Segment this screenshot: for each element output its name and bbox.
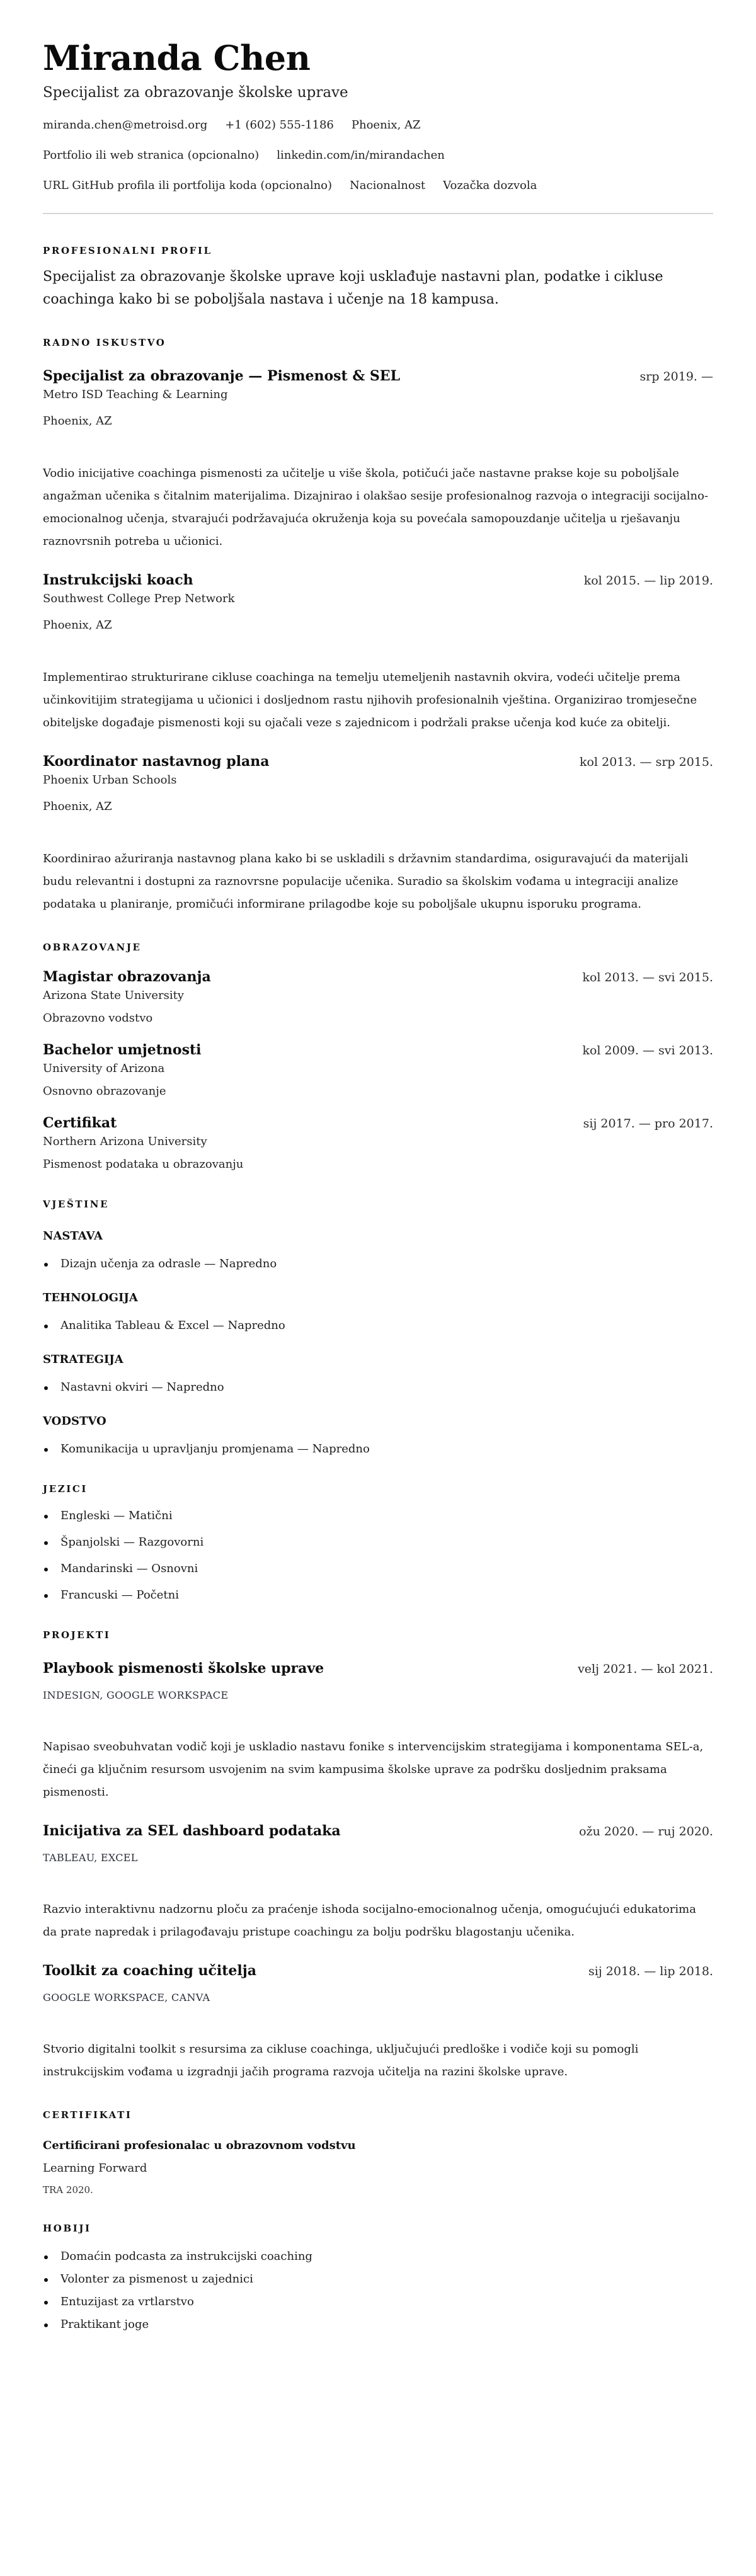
education-entry [43,1114,713,1173]
project-title: Inicijativa za SEL dashboard podataka [43,1823,341,1839]
skill-item [43,1379,713,1396]
contact-row-primary [43,117,713,134]
job-company: Southwest College Prep Network [43,592,235,605]
skill-label: Komunikacija u upravljanju promjenama — Napredno [60,1442,370,1456]
languages-section [43,1483,713,1604]
degree-title: Bachelor umjetnosti [43,1042,202,1058]
job-location: Phoenix, AZ [43,800,112,813]
degree-title: Certifikat [43,1115,117,1131]
language-label: Mandarinski — Osnovni [60,1562,198,1575]
skill-list [43,1379,713,1396]
project-entry [43,1659,713,1804]
project-title: Toolkit za coaching učitelja [43,1963,256,1979]
skill-list [43,1441,713,1457]
skills-section [43,1198,713,1457]
bullet-icon [44,2323,48,2327]
skill-group-title: STRATEGIJA [43,1353,123,1366]
hobby-label: Praktikant joge [60,2318,149,2331]
skill-label: Analitika Tableau & Excel — Napredno [60,1319,285,1332]
hobby-item [43,2317,713,2333]
education-date: sij 2017. — pro 2017. [583,1117,713,1131]
hobbies-section [43,2222,713,2333]
bullet-icon [44,1448,48,1452]
bullet-icon [44,1386,48,1390]
section-title-profile: PROFESIONALNI PROFIL [43,245,212,256]
job-location: Phoenix, AZ [43,414,112,428]
profile-section [43,244,713,311]
experience-entry [43,752,713,916]
candidate-headline: Specijalist za obrazovanje školske uprave [43,84,348,101]
section-title-certificates: CERTIFIKATI [43,2109,132,2121]
skill-item [43,1441,713,1457]
school-name: Arizona State University [43,989,184,1002]
skill-list [43,1318,713,1334]
experience-entry [43,367,713,553]
job-description: Implementirao strukturirane cikluse coachinga na temelju utemeljenih nastavnih okvira, vodeći učitelje prema učinkovitijim strategijama u učionici i dosljednom rastu njihovih profesionalnih vještina. Organizirao tromjesečne obiteljske događaje pismenosti koji su ojačali veze s zajednicom i podržali prakse učenja kod kuće za obitelji. [43,671,697,729]
header-divider [43,213,713,214]
section-title-experience: RADNO ISKUSTVO [43,337,166,348]
project-description: Razvio interaktivnu nadzornu ploču za praćenje ishoda socijalno-emocionalnog učenja, omogućujući edukatorima da prate napredak i prilagođavaju pristupe coachingu za bolju podršku blagostanju učenika. [43,1903,696,1939]
skill-group [43,1290,713,1334]
skill-group [43,1352,713,1396]
contact-drivers-license: Vozačka dozvola [443,179,537,192]
hobby-label: Volonter za pismenost u zajednici [60,2272,253,2286]
job-company: Metro ISD Teaching & Learning [43,388,228,401]
language-item [43,1561,713,1577]
job-date: kol 2015. — lip 2019. [583,574,713,588]
job-title: Instrukcijski koach [43,572,193,588]
skill-label: Dizajn učenja za odrasle — Napredno [60,1257,277,1270]
hobby-item [43,2248,713,2265]
language-list [43,1508,713,1604]
experience-entry [43,571,713,734]
job-company: Phoenix Urban Schools [43,773,177,787]
bullet-icon [44,1325,48,1328]
contact-linkedin[interactable]: linkedin.com/in/mirandachen [277,149,445,162]
contact-email[interactable]: miranda.chen@metroisd.org [43,118,208,132]
language-item [43,1508,713,1524]
job-title: Specijalist za obrazovanje — Pismenost & SEL [43,368,401,384]
project-tools: INDESIGN, GOOGLE WORKSPACE [43,1689,229,1701]
bullet-icon [44,1263,48,1267]
hobby-list [43,2248,713,2333]
project-date: ožu 2020. — ruj 2020. [579,1825,713,1838]
candidate-name: Miranda Chen [43,38,311,78]
language-label: Francuski — Početni [60,1588,179,1602]
hobby-item [43,2294,713,2310]
education-entry [43,967,713,1027]
hobby-item [43,2271,713,2288]
contact-location: Phoenix, AZ [351,118,421,132]
profile-summary: Specijalist za obrazovanje školske uprave koji usklađuje nastavni plan, podatke i cikluse coachinga kako bi se poboljšala nastava i učenje na 18 kampusa. [43,269,663,307]
skill-list [43,1256,713,1272]
language-label: Španjolski — Razgovorni [60,1536,204,1549]
contact-phone[interactable]: +1 (602) 555-1186 [225,118,334,132]
skill-item [43,1256,713,1272]
certificate-date: TRA 2020. [43,2184,93,2196]
section-title-languages: JEZICI [43,1483,88,1495]
education-section [43,941,713,1173]
bullet-icon [44,2301,48,2305]
school-name: Northern Arizona University [43,1135,207,1148]
section-title-hobbies: HOBIJI [43,2223,91,2234]
bullet-icon [44,2278,48,2282]
skill-group [43,1228,713,1272]
contact-row-links [43,147,713,164]
bullet-icon [44,2255,48,2259]
certificates-section [43,2109,713,2197]
bullet-icon [44,1594,48,1598]
skill-group [43,1413,713,1457]
experience-section [43,336,713,916]
projects-section [43,1629,713,2083]
skill-group-title: TEHNOLOGIJA [43,1291,138,1304]
degree-title: Magistar obrazovanja [43,969,211,985]
language-item [43,1534,713,1551]
hobby-label: Entuzijast za vrtlarstvo [60,2295,194,2308]
certificate-name: Certificirani profesionalac u obrazovnom vodstvu [43,2139,356,2152]
project-tools: GOOGLE WORKSPACE, CANVA [43,1992,210,2003]
field-of-study: Osnovno obrazovanje [43,1085,166,1098]
section-title-education: OBRAZOVANJE [43,942,142,953]
skill-group-title: VODSTVO [43,1415,106,1428]
contact-github[interactable]: URL GitHub profila ili portfolija koda (opcionalno) [43,179,333,192]
hobby-label: Domaćin podcasta za instrukcijski coaching [60,2250,312,2263]
language-item [43,1587,713,1604]
field-of-study: Pismenost podataka u obrazovanju [43,1158,244,1171]
bullet-icon [44,1541,48,1545]
job-date: srp 2019. — [639,370,713,384]
project-date: sij 2018. — lip 2018. [588,1964,713,1978]
project-date: velj 2021. — kol 2021. [578,1662,713,1676]
contact-row-extra [43,178,713,194]
contact-portfolio[interactable]: Portfolio ili web stranica (opcionalno) [43,149,260,162]
certificate-entry [43,2138,713,2197]
section-title-projects: PROJEKTI [43,1629,111,1641]
certificate-issuer: Learning Forward [43,2162,147,2175]
project-entry [43,1821,713,1944]
skill-label: Nastavni okviri — Napredno [60,1381,224,1394]
job-description: Vodio inicijative coachinga pismenosti za učitelje u više škola, potičući jače nastavne prakse koje su poboljšale angažman učenika s čitalnim materijalima. Dizajnirao i olakšao sesije profesionalnog razvoja o integraciji socijalno-emocionalnog učenja, stvarajući podržavajuća okruženja koja su povećala samopouzdanje učitelja u rješavanju raznovrsnih potreba u učionici. [43,467,709,548]
job-title: Koordinator nastavnog plana [43,753,270,770]
skill-group-title: NASTAVA [43,1229,103,1243]
education-date: kol 2013. — svi 2015. [582,971,713,984]
education-date: kol 2009. — svi 2013. [582,1044,713,1057]
job-date: kol 2013. — srp 2015. [580,755,713,769]
bullet-icon [44,1568,48,1571]
project-entry [43,1961,713,2083]
resume-header [43,37,713,214]
section-title-skills: VJEŠTINE [43,1199,110,1210]
job-description: Koordinirao ažuriranja nastavnog plana kako bi se uskladili s državnim standardima, osiguravajući da materijali budu relevantni i dostupni za raznovrsne populacije učenika. Suradio sa školskim vođama u integraciji analize podataka u planiranje, promičući informirane prilagodbe koje su poboljšale ukupnu isporuku programa. [43,852,689,911]
project-tools: TABLEAU, EXCEL [43,1852,138,1864]
field-of-study: Obrazovno vodstvo [43,1012,153,1025]
project-title: Playbook pismenosti školske uprave [43,1660,324,1677]
project-description: Stvorio digitalni toolkit s resursima za cikluse coachinga, uključujući predloške i vodiče koji su pomogli instrukcijskim vođama u izgradnji jačih programa razvoja učitelja na razini školske uprave. [43,2043,639,2078]
language-label: Engleski — Matični [60,1509,173,1522]
bullet-icon [44,1515,48,1519]
education-entry [43,1040,713,1100]
contact-nationality: Nacionalnost [350,179,426,192]
school-name: University of Arizona [43,1062,165,1075]
job-location: Phoenix, AZ [43,618,112,632]
skill-item [43,1318,713,1334]
project-description: Napisao sveobuhvatan vodič koji je uskladio nastavu fonike s intervencijskim strategijama i komponentama SEL-a, čineći ga ključnim resursom usvojenim na svim kampusima školske uprave za podršku dosljednim praksama pismenosti. [43,1740,704,1799]
